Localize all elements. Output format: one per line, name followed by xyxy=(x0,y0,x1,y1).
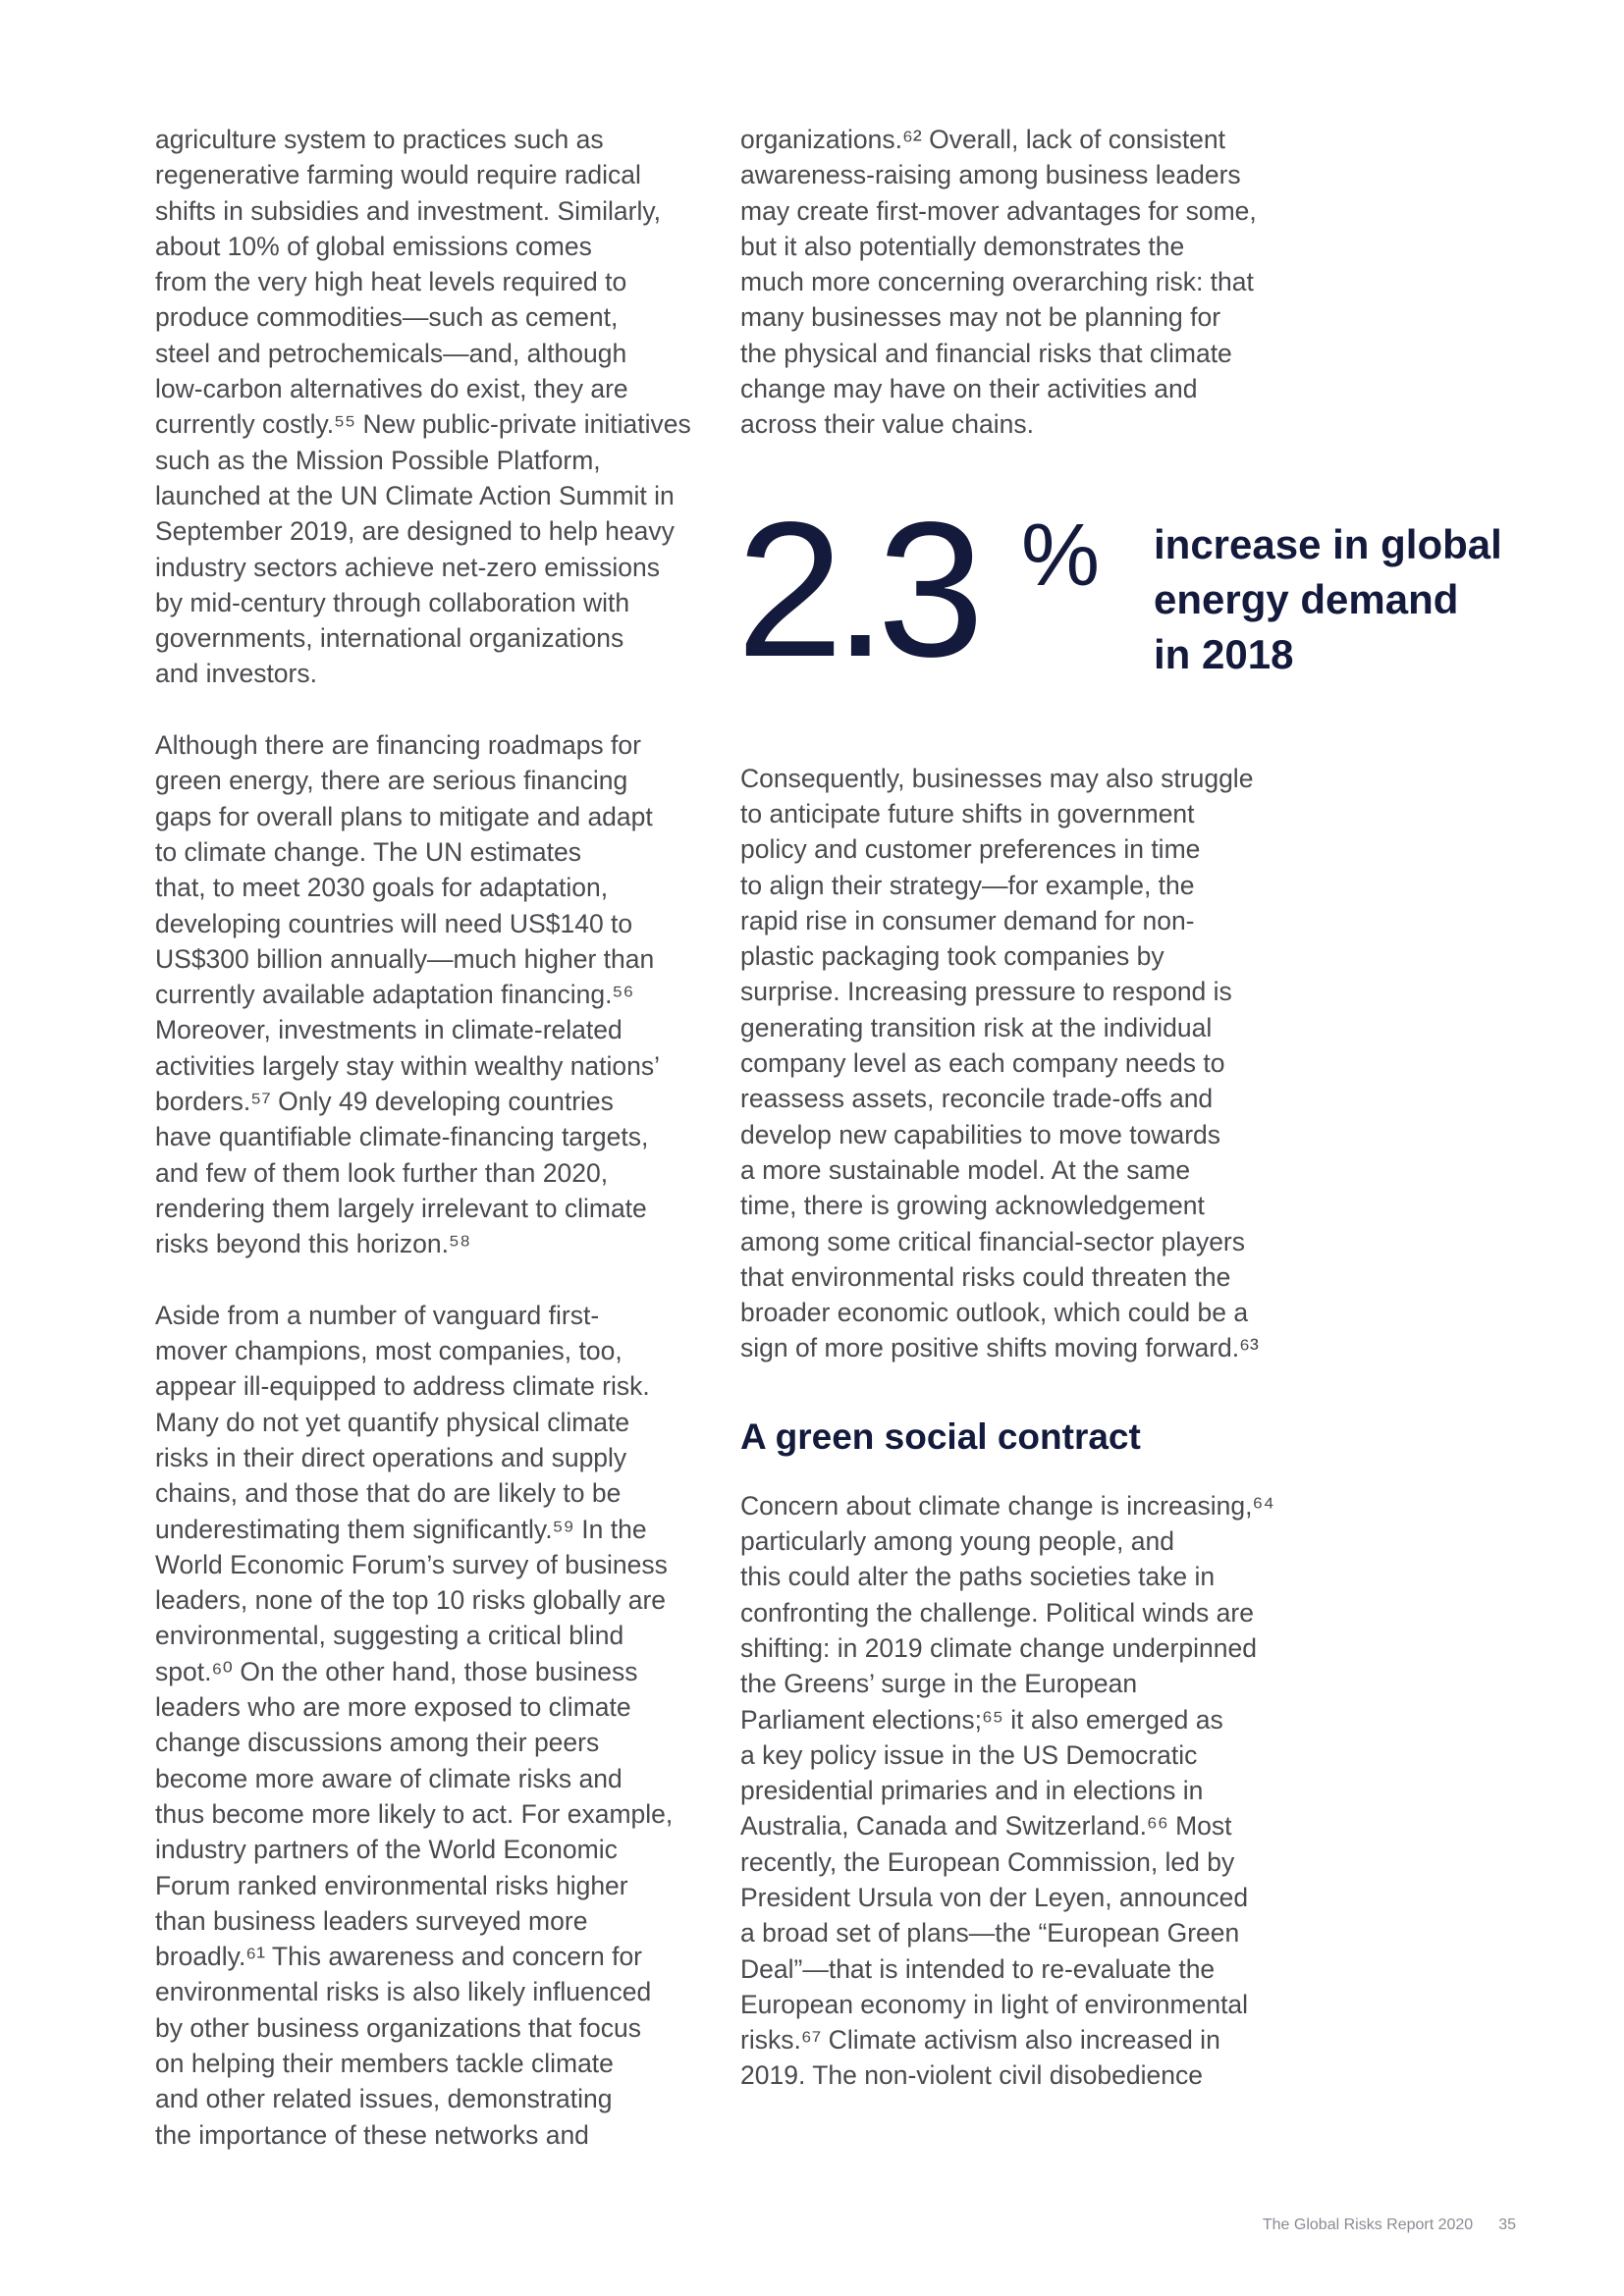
text-line: among some critical financial-sector players xyxy=(740,1226,1246,1256)
text-line: change discussions among their peers xyxy=(155,1728,600,1758)
text-line: activities largely stay within wealthy nations’ xyxy=(155,1050,661,1081)
text-line: governments, international organizations xyxy=(155,623,624,654)
stat-percent-sign: % xyxy=(1021,506,1101,605)
text-line: to anticipate future shifts in government xyxy=(740,798,1195,828)
text-line: European economy in light of environmental xyxy=(740,1989,1249,2019)
text-line: to align their strategy—for example, the xyxy=(740,870,1195,900)
text-line: and few of them look further than 2020, xyxy=(155,1157,609,1188)
text-line: such as the Mission Possible Platform, xyxy=(155,445,601,475)
text-line: change may have on their activities and xyxy=(740,374,1198,404)
text-line: Australia, Canada and Switzerland.⁶⁶ Most xyxy=(740,1811,1232,1842)
text-line: Although there are financing roadmaps for xyxy=(155,730,641,761)
text-line: and other related issues, demonstrating xyxy=(155,2084,613,2114)
paragraph-transition-risk xyxy=(740,761,1290,1366)
text-line: Concern about climate change is increasing,⁶⁴ xyxy=(740,1490,1274,1521)
text-line: Consequently, businesses may also struggle xyxy=(740,763,1254,793)
text-line: awareness-raising among business leaders xyxy=(740,160,1241,190)
text-line: produce commodities—such as cement, xyxy=(155,302,619,333)
text-line: Forum ranked environmental risks higher xyxy=(155,1870,628,1900)
footer-report-title: The Global Risks Report 2020 xyxy=(1262,2216,1474,2233)
page-number: 35 xyxy=(1498,2216,1516,2233)
energy-demand-stat xyxy=(736,481,1526,721)
text-line: become more aware of climate risks and xyxy=(155,1763,623,1793)
text-line: that, to meet 2030 goals for adaptation, xyxy=(155,873,609,903)
text-line: the physical and financial risks that climate xyxy=(740,338,1232,368)
text-line: spot.⁶⁰ On the other hand, those business xyxy=(155,1656,638,1686)
text-line: industry sectors achieve net-zero emissions xyxy=(155,552,661,582)
stat-caption-line: increase in global xyxy=(1154,520,1502,567)
text-line: broader economic outlook, which could be a xyxy=(740,1298,1249,1328)
text-line: currently available adaptation financing.⁵⁶ xyxy=(155,980,634,1010)
text-line: policy and customer preferences in time xyxy=(740,834,1201,865)
text-line: leaders, none of the top 10 risks globally are xyxy=(155,1585,667,1616)
stat-number: 2.3 xyxy=(736,481,975,697)
text-line: gaps for overall plans to mitigate and adapt xyxy=(155,801,653,831)
text-line: shifting: in 2019 climate change underpinned xyxy=(740,1632,1257,1663)
text-line: company level as each company needs to xyxy=(740,1048,1225,1079)
text-line: on helping their members tackle climate xyxy=(155,2049,614,2079)
text-line: that environmental risks could threaten the xyxy=(740,1261,1231,1292)
text-line: have quantifiable climate-financing targets, xyxy=(155,1122,649,1152)
text-line: low-carbon alternatives do exist, they are xyxy=(155,374,628,404)
text-line: confronting the challenge. Political winds are xyxy=(740,1597,1254,1628)
text-line: 2019. The non-violent civil disobedience xyxy=(740,2060,1203,2091)
stat-caption-line: in 2018 xyxy=(1154,630,1294,677)
text-line: steel and petrochemicals—and, although xyxy=(155,338,627,368)
text-line: rendering them largely irrelevant to climate xyxy=(155,1193,647,1223)
text-line: Many do not yet quantify physical climate xyxy=(155,1407,630,1437)
paragraph-heavy-industry xyxy=(155,122,705,692)
text-line: than business leaders surveyed more xyxy=(155,1905,588,1936)
text-line: from the very high heat levels required to xyxy=(155,267,627,297)
text-line: underestimating them significantly.⁵⁹ In the xyxy=(155,1514,647,1544)
text-line: risks in their direct operations and supply xyxy=(155,1442,627,1472)
text-line: World Economic Forum’s survey of business xyxy=(155,1549,668,1579)
text-line: mover champions, most companies, too, xyxy=(155,1336,623,1366)
text-line: borders.⁵⁷ Only 49 developing countries xyxy=(155,1087,614,1117)
text-line: a broad set of plans—the “European Green xyxy=(740,1918,1240,1949)
text-line: risks beyond this horizon.⁵⁸ xyxy=(155,1229,471,1259)
text-line: may create first-mover advantages for some, xyxy=(740,195,1257,226)
text-line: chains, and those that do are likely to be xyxy=(155,1478,622,1509)
text-line: develop new capabilities to move towards xyxy=(740,1119,1221,1149)
text-line: September 2019, are designed to help heavy xyxy=(155,516,675,547)
text-line: broadly.⁶¹ This awareness and concern for xyxy=(155,1942,643,1972)
text-line: about 10% of global emissions comes xyxy=(155,231,592,261)
text-line: agriculture system to practices such as xyxy=(155,125,604,154)
text-line: shifts in subsidies and investment. Similarly, xyxy=(155,195,661,226)
text-line: to climate change. The UN estimates xyxy=(155,836,582,867)
text-line: regenerative farming would require radical xyxy=(155,160,641,190)
text-line: but it also potentially demonstrates the xyxy=(740,231,1185,261)
right-column xyxy=(736,122,1502,2094)
paragraph-green-social-contract xyxy=(740,1488,1290,2094)
text-line: a more sustainable model. At the same xyxy=(740,1154,1191,1185)
paragraph-business-preparedness xyxy=(155,1298,705,2153)
text-line: appear ill-equipped to address climate risk. xyxy=(155,1371,650,1402)
stat-caption xyxy=(1154,517,1502,682)
text-line: green energy, there are serious financing xyxy=(155,766,628,796)
text-line: plastic packaging took companies by xyxy=(740,941,1164,972)
text-line: thus become more likely to act. For example, xyxy=(155,1798,674,1829)
text-line: US$300 billion annually—much higher than xyxy=(155,943,655,974)
text-line: currently costly.⁵⁵ New public-private initiatives xyxy=(155,409,691,440)
text-line: recently, the European Commission, led by xyxy=(740,1846,1235,1877)
text-line: President Ursula von der Leyen, announced xyxy=(740,1882,1249,1912)
text-line: industry partners of the World Economic xyxy=(155,1835,618,1865)
text-line: Moreover, investments in climate-related xyxy=(155,1015,623,1045)
text-line: surprise. Increasing pressure to respond is xyxy=(740,977,1232,1007)
text-line: risks.⁶⁷ Climate activism also increased in xyxy=(740,2025,1220,2056)
text-line: the Greens’ surge in the European xyxy=(740,1669,1138,1699)
text-line: sign of more positive shifts moving forward.⁶³ xyxy=(740,1333,1259,1363)
text-line: by other business organizations that focus xyxy=(155,2012,641,2043)
text-line: developing countries will need US$140 to xyxy=(155,908,633,938)
text-line: reassess assets, reconcile trade-offs and xyxy=(740,1084,1214,1114)
text-line: Deal”—that is intended to re-evaluate the xyxy=(740,1953,1216,1984)
text-line: generating transition risk at the individual xyxy=(740,1012,1213,1042)
text-line: much more concerning overarching risk: that xyxy=(740,267,1254,297)
text-line: organizations.⁶² Overall, lack of consistent xyxy=(740,125,1226,154)
text-line: time, there is growing acknowledgement xyxy=(740,1191,1205,1221)
text-line: a key policy issue in the US Democratic xyxy=(740,1739,1198,1770)
text-line: Parliament elections;⁶⁵ it also emerged as xyxy=(740,1704,1223,1735)
text-line: Aside from a number of vanguard first- xyxy=(155,1300,600,1330)
text-line: and investors. xyxy=(155,659,317,689)
text-line: across their value chains. xyxy=(740,409,1035,440)
section-heading: A green social contract xyxy=(740,1415,1141,1457)
text-line: launched at the UN Climate Action Summit in xyxy=(155,480,675,510)
text-line: rapid rise in consumer demand for non- xyxy=(740,905,1195,935)
text-line: many businesses may not be planning for xyxy=(740,302,1221,333)
paragraph-organizations xyxy=(740,122,1290,443)
text-line: this could alter the paths societies take in xyxy=(740,1562,1216,1592)
text-line: environmental risks is also likely influenced xyxy=(155,1977,652,2007)
text-line: particularly among young people, and xyxy=(740,1526,1174,1557)
text-line: by mid-century through collaboration with xyxy=(155,587,630,617)
text-line: presidential primaries and in elections in xyxy=(740,1776,1204,1806)
text-line: leaders who are more exposed to climate xyxy=(155,1692,631,1723)
text-line: the importance of these networks and xyxy=(155,2119,589,2150)
left-column xyxy=(155,122,705,2153)
paragraph-financing-gaps xyxy=(155,727,705,1261)
text-line: environmental, suggesting a critical blind xyxy=(155,1621,624,1651)
page-footer xyxy=(1263,2216,1516,2234)
stat-caption-line: energy demand xyxy=(1154,575,1459,622)
